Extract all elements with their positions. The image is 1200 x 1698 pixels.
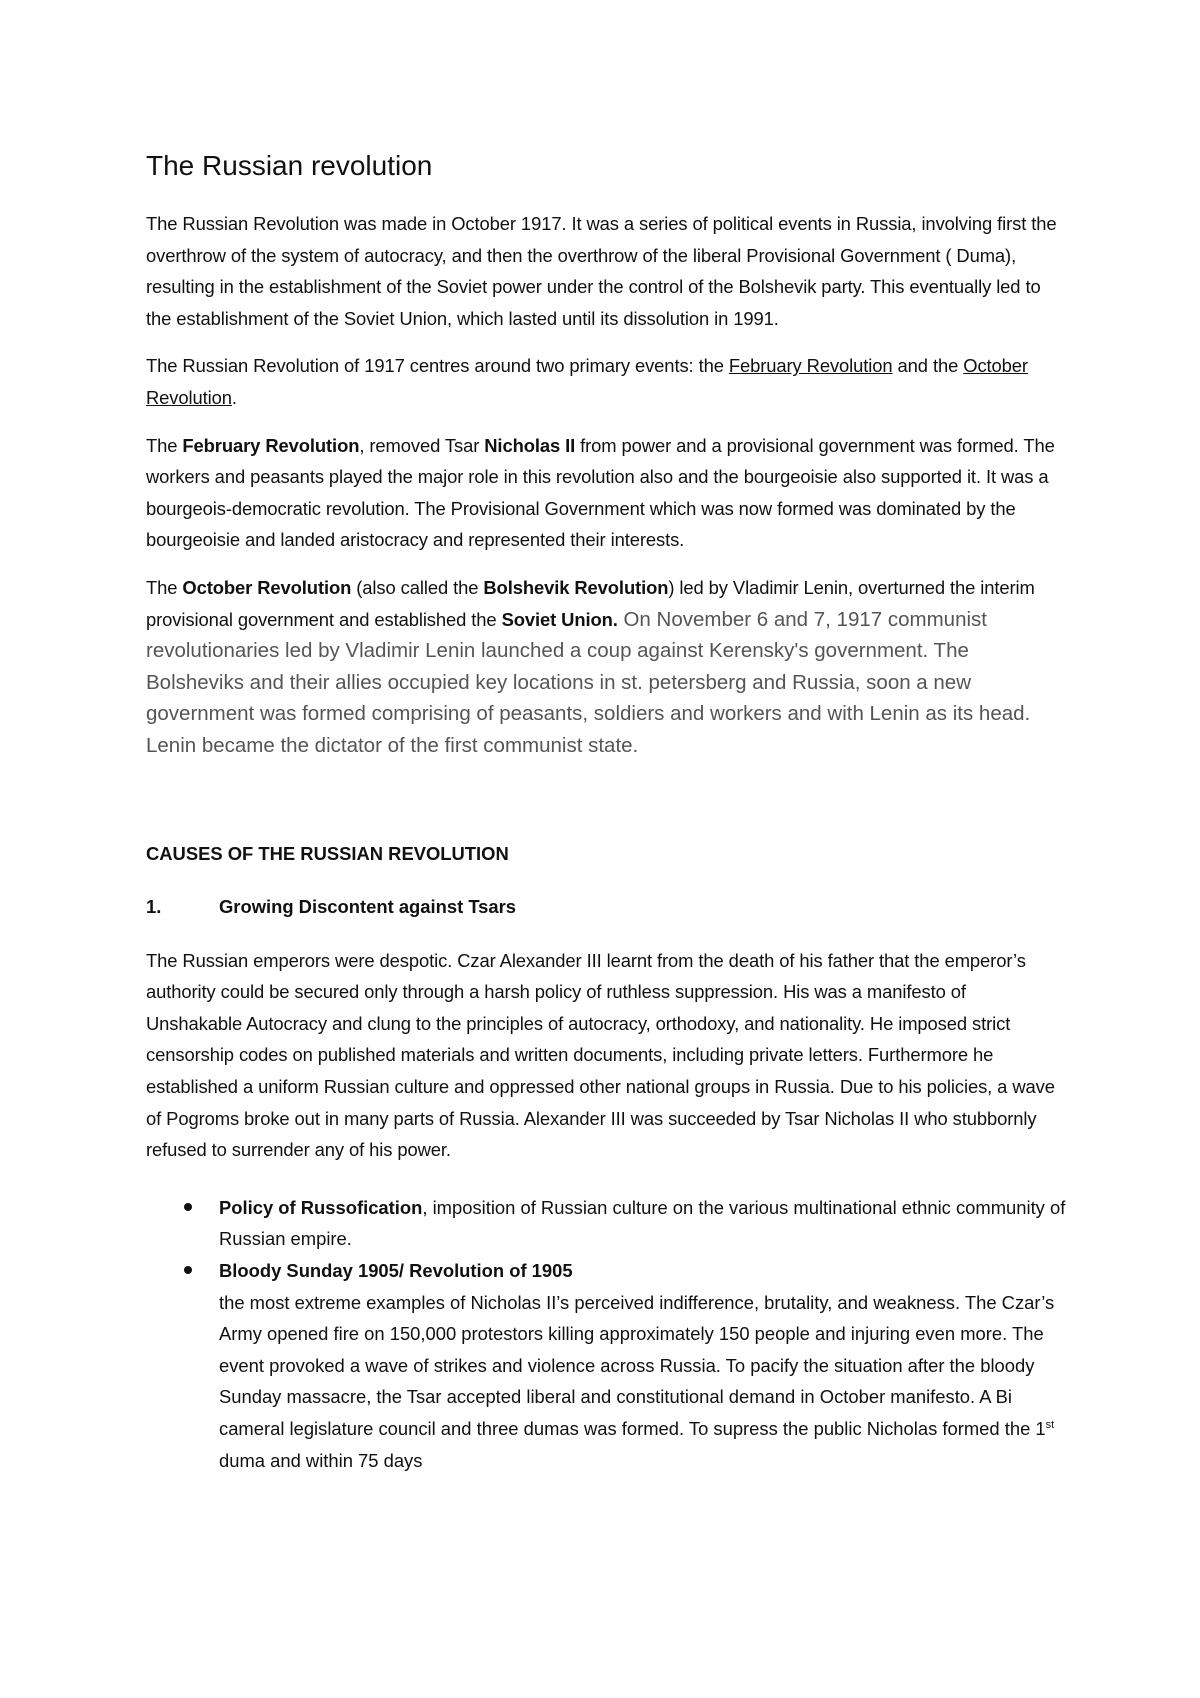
- bullet-icon: [184, 1203, 192, 1211]
- october-bold-1: October Revolution: [182, 576, 352, 598]
- october-text-1: The: [146, 576, 183, 598]
- numbered-item-1: [146, 891, 1066, 923]
- february-text-3: from power and a provisional government was formed. The workers and peasants played the major role in this revolution also and the bourgeoisie also supported it. It was a bourgeois-democratic revolution. The Provisional Government which was now formed was dominated by the bourgeoisie and landed aristocracy and represented their interests.: [146, 434, 1055, 551]
- bullet-item-bloody-sunday: [146, 1255, 1066, 1476]
- february-revolution-link[interactable]: February Revolution: [728, 355, 893, 377]
- spacer: [146, 778, 1066, 838]
- two-events-text-2: and the: [892, 355, 964, 377]
- october-paragraph: [146, 572, 1066, 762]
- february-bold-2: Nicholas II: [484, 434, 576, 456]
- october-grey-text: On November 6 and 7, 1917 communist revolutionaries led by Vladimir Lenin launched a coup against Kerensky's government. The Bolsheviks and their allies occupied key locations in st. petersberg and Russia, soon a new government was formed comprising of peasants, soldiers and workers and with Lenin as its head. Lenin became the dictator of the first communist state.: [146, 607, 1031, 757]
- discontent-paragraph: The Russian emperors were despotic. Czar Alexander III learnt from the death of his father that the emperor’s authority could be secured only through a harsh policy of ruthless suppression. His was a manifesto of Unshakable Autocracy and clung to the principles of autocracy, orthodoxy, and nationality. He imposed strict censorship codes on published materials and written documents, including private letters. Furthermore he established a uniform Russian culture and oppressed other national groups in Russia. Due to his policies, a wave of Pogroms broke out in many parts of Russia. Alexander III was succeeded by Tsar Nicholas II who stubbornly refused to surrender any of his power.: [146, 949, 1055, 1161]
- october-bold-2: Bolshevik Revolution: [483, 576, 669, 598]
- two-events-paragraph: [146, 350, 1066, 413]
- february-paragraph: [146, 430, 1066, 556]
- two-events-text-3: .: [231, 386, 237, 408]
- item-title: Growing Discontent against Tsars: [219, 896, 517, 918]
- february-text-1: The: [146, 434, 183, 456]
- bullet-item-russofication: [146, 1192, 1066, 1255]
- february-bold-1: February Revolution: [182, 434, 360, 456]
- bullet-list: [146, 1192, 1066, 1476]
- document-title: The Russian revolution: [146, 150, 433, 181]
- october-revolution-link[interactable]: October Revolution: [146, 355, 1028, 408]
- bullet-bold: Bloody Sunday 1905/ Revolution of 1905: [219, 1260, 573, 1282]
- october-text-2: (also called the: [351, 576, 484, 598]
- item-number: 1.: [146, 896, 162, 918]
- bullet-icon: [184, 1266, 192, 1274]
- causes-heading: CAUSES OF THE RUSSIAN REVOLUTION: [146, 842, 509, 864]
- october-text-3: ) led by Vladimir Lenin, overturned the interim provisional government and established the: [146, 576, 1035, 630]
- bullet-text: the most extreme examples of Nicholas II’s perceived indifference, brutality, and weakness. The Czar’s Army opened fire on 150,000 protestors killing approximately 150 people and injuring even more. The event provoked a wave of strikes and violence across Russia. To pacify the situation after the bloody Sunday massacre, the Tsar accepted liberal and constitutional demand in October manifesto. A Bi cameral legislature council and three dumas was formed. To supress the public Nicholas formed the 1: [219, 1291, 1055, 1439]
- intro-paragraph: The Russian Revolution was made in October 1917. It was a series of political events in Russia, involving first the overthrow of the system of autocracy, and then the overthrow of the liberal Provisional Government ( Duma), resulting in the establishment of the Soviet power under the control of the Bolshevik party. This eventually led to the establishment of the Soviet Union, which lasted until its dissolution in 1991.: [146, 213, 1057, 329]
- october-bold-3: Soviet Union.: [501, 608, 618, 630]
- document-content: [146, 146, 1066, 1476]
- bullet-tail: duma and within 75 days: [219, 1449, 423, 1471]
- two-events-text-1: The Russian Revolution of 1917 centres around two primary events: the: [146, 355, 729, 377]
- bullet-bold: Policy of Russofication: [219, 1196, 423, 1218]
- superscript: st: [1045, 1418, 1055, 1431]
- bullet-text: , imposition of Russian culture on the various multinational ethnic community of Russian empire.: [219, 1196, 1066, 1250]
- february-text-2: , removed Tsar: [359, 434, 485, 456]
